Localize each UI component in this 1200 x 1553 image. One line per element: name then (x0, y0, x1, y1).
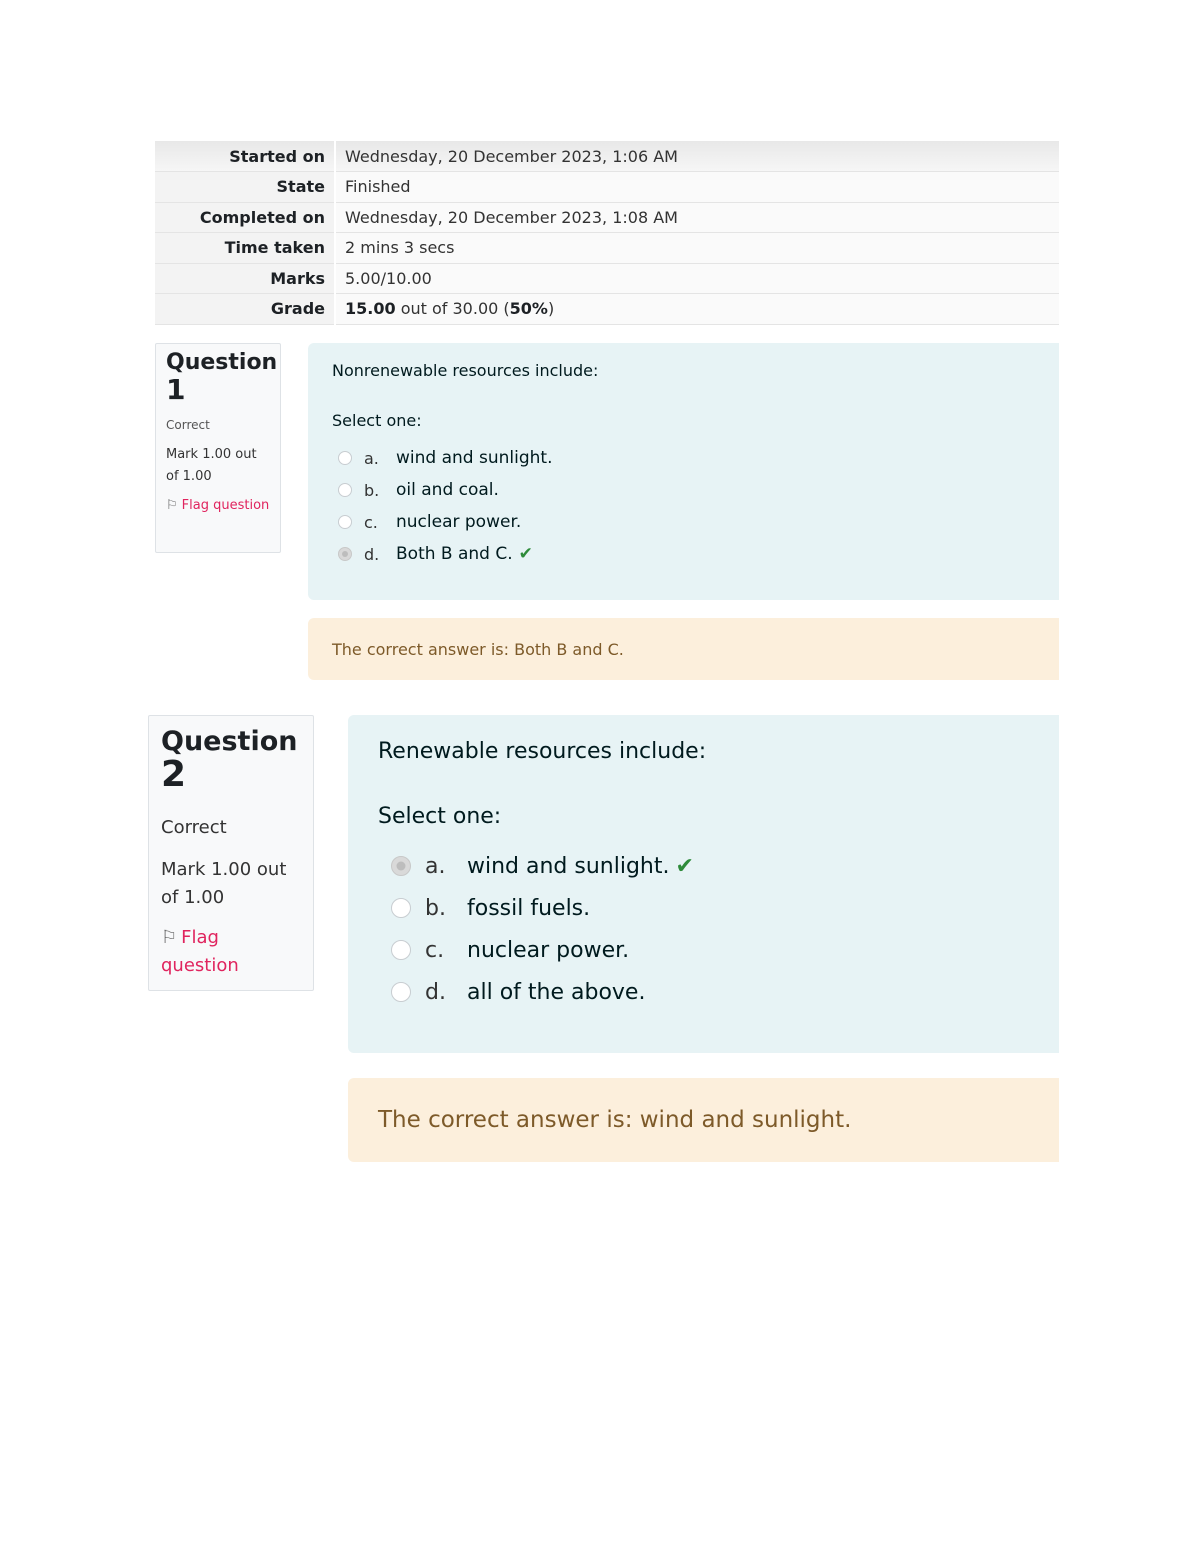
radio-b[interactable] (391, 898, 411, 918)
summary-row-time-taken (155, 233, 1059, 264)
summary-label: Completed on (155, 202, 335, 233)
summary-value: 5.00/10.00 (335, 263, 1059, 294)
check-icon: ✔ (518, 544, 533, 564)
option-letter: a. (425, 853, 446, 879)
question-mark: Mark 1.00 out of 1.00 (166, 447, 257, 484)
summary-value: Finished (335, 172, 1059, 203)
option-text: all of the above. (467, 979, 646, 1005)
question-heading: Question (161, 726, 298, 757)
answer-option-d (332, 538, 1035, 570)
summary-value-grade (335, 294, 1059, 325)
summary-value: 2 mins 3 secs (335, 233, 1059, 264)
select-one-label: Select one: (378, 804, 502, 829)
question-content-2 (348, 715, 1059, 1053)
feedback-text: The correct answer is: Both B and C. (332, 639, 624, 659)
summary-row-state (155, 172, 1059, 203)
option-text: nuclear power. (396, 512, 522, 532)
option-text: oil and coal. (396, 480, 499, 500)
option-text: fossil fuels. (467, 895, 591, 921)
question-state: Correct (161, 817, 227, 838)
correct-answer-feedback-1 (308, 618, 1059, 680)
grade-percent: 50% (509, 299, 548, 319)
question-info-2 (148, 715, 314, 991)
grade-close: ) (547, 299, 555, 319)
option-letter: c. (364, 512, 378, 532)
option-text: Both B and C. (396, 544, 513, 564)
radio-b[interactable] (338, 483, 352, 497)
answer-option-c (378, 929, 1029, 971)
grade-out-of: out of 30.00 ( (400, 299, 510, 319)
option-text: nuclear power. (467, 937, 630, 963)
flag-question-label: Flag question (161, 927, 239, 976)
question-number: 1 (166, 373, 186, 406)
question-prompt: Nonrenewable resources include: (332, 361, 599, 380)
option-letter: d. (425, 979, 446, 1005)
answer-option-c (332, 506, 1035, 538)
flag-icon: ⚐ (166, 498, 178, 513)
question-number: 2 (161, 754, 187, 795)
summary-row-marks (155, 263, 1059, 294)
radio-c[interactable] (338, 515, 352, 529)
answer-option-d (378, 971, 1029, 1013)
radio-c[interactable] (391, 940, 411, 960)
radio-d[interactable] (338, 547, 352, 561)
feedback-text: The correct answer is: wind and sunlight. (378, 1107, 852, 1133)
option-text: wind and sunlight. (396, 448, 553, 468)
answer-option-b (332, 474, 1035, 506)
option-letter: a. (364, 448, 379, 468)
summary-row-completed (155, 202, 1059, 233)
summary-label: State (155, 172, 335, 203)
option-text: wind and sunlight. (467, 853, 670, 879)
summary-value: Wednesday, 20 December 2023, 1:08 AM (335, 202, 1059, 233)
radio-d[interactable] (391, 982, 411, 1002)
answer-option-a (378, 845, 1029, 887)
summary-label: Marks (155, 263, 335, 294)
select-one-label: Select one: (332, 411, 422, 430)
summary-row-grade (155, 294, 1059, 325)
question-mark: Mark 1.00 out of 1.00 (161, 859, 287, 908)
answer-option-a (332, 442, 1035, 474)
check-icon: ✔ (675, 853, 694, 879)
radio-a[interactable] (338, 451, 352, 465)
answer-option-b (378, 887, 1029, 929)
summary-label: Started on (155, 141, 335, 172)
option-letter: c. (425, 937, 445, 963)
question-info-1 (155, 343, 281, 553)
answer-options (378, 845, 1029, 1013)
flag-icon: ⚐ (161, 927, 178, 948)
radio-a[interactable] (391, 856, 411, 876)
grade-score: 15.00 (345, 299, 396, 319)
question-heading: Question (166, 350, 278, 375)
summary-label: Grade (155, 294, 335, 325)
question-prompt: Renewable resources include: (378, 739, 707, 764)
correct-answer-feedback-2 (348, 1078, 1059, 1162)
answer-options (332, 442, 1035, 570)
flag-question-link[interactable] (166, 496, 270, 516)
question-content-1 (308, 343, 1059, 600)
option-letter: b. (364, 480, 380, 500)
summary-row-started (155, 141, 1059, 172)
summary-label: Time taken (155, 233, 335, 264)
attempt-summary-table (155, 141, 1059, 325)
summary-value: Wednesday, 20 December 2023, 1:06 AM (335, 141, 1059, 172)
flag-question-link[interactable] (161, 924, 301, 980)
option-letter: d. (364, 544, 380, 564)
option-letter: b. (425, 895, 446, 921)
question-state: Correct (166, 418, 210, 432)
flag-question-label: Flag question (181, 498, 270, 513)
